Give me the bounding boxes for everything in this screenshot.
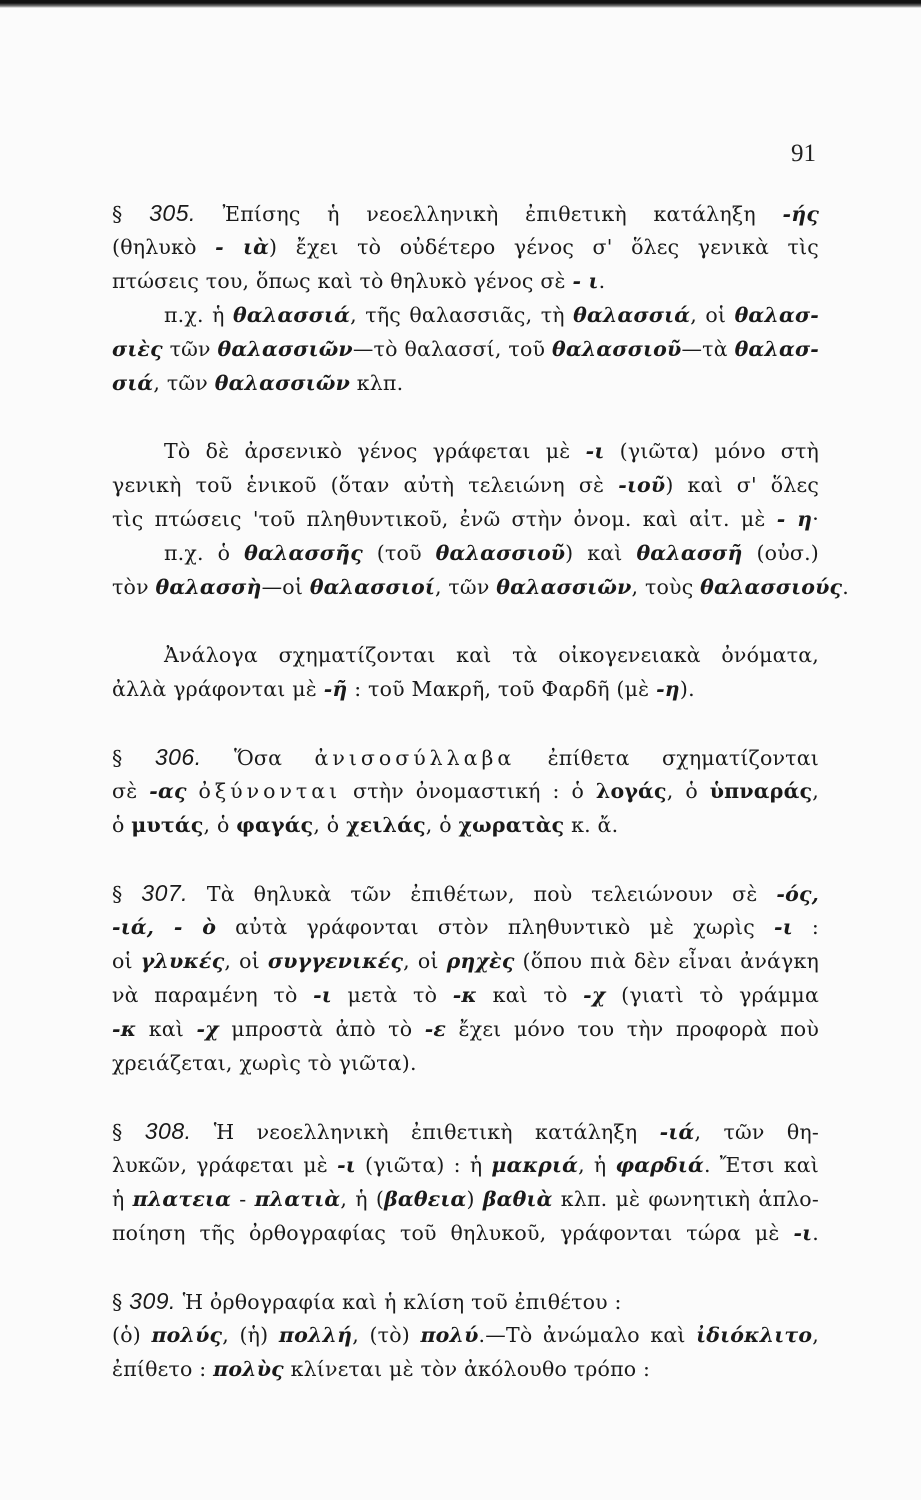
text-line: τὶς πτώσεις 'τοῦ πληθυντικοῦ, ἐνῶ στὴν ὀνομ. καὶ αἰτ. μὲ - η· bbox=[112, 507, 819, 531]
scan-top-edge bbox=[0, 0, 921, 8]
text-line: § 305. Ἐπίσης ἡ νεοελληνικὴ ἐπιθετικὴ κατάληξη -ής bbox=[112, 200, 819, 226]
text-line: Ἀνάλογα σχηματίζονται καὶ τὰ οἰκογενειακὰ ὀνόματα, bbox=[164, 643, 819, 667]
text-line: χρειάζεται, χωρὶς τὸ γιῶτα). bbox=[112, 1051, 417, 1075]
text-line: σὲ -ας ὀξύνονται στὴν ὀνομαστική : ὁ λογάς, ὁ ὑπναράς, bbox=[112, 779, 819, 803]
section-number: 307. bbox=[141, 880, 189, 906]
text-line: σιά, τῶν θαλασσιῶν κλπ. bbox=[112, 371, 404, 395]
text-line: ποίηση τῆς ὀρθογραφίας τοῦ θηλυκοῦ, γράφονται τώρα μὲ -ι. bbox=[112, 1221, 819, 1245]
text-line: οἱ γλυκές, οἱ συγγενικές, οἱ ρηχὲς (ὅπου πιὰ δὲν εἶναι ἀνάγκη bbox=[112, 949, 819, 973]
text-line: (ὁ) πολύς, (ἡ) πολλή, (τὸ) πολύ.—Τὸ ἀνώμαλο καὶ ἰδιόκλιτο, bbox=[112, 1323, 820, 1347]
text-line: ἐπίθετο : πολὺς κλίνεται μὲ τὸν ἀκόλουθο τρόπο : bbox=[112, 1357, 651, 1381]
text-line: § 309. Ἡ ὀρθογραφία καὶ ἡ κλίση τοῦ ἐπιθέτου : bbox=[112, 1288, 622, 1314]
section-number: 308. bbox=[144, 1118, 192, 1144]
text-line: τὸν θαλασσὴ—οἱ θαλασσιοί, τῶν θαλασσιῶν, τοὺς θαλασσιούς. bbox=[112, 575, 849, 599]
text-line: ἀλλὰ γράφονται μὲ -ῆ : τοῦ Μακρῆ, τοῦ Φαρδῆ (μὲ -η). bbox=[112, 677, 695, 701]
section-number: 309. bbox=[129, 1288, 176, 1314]
text-line: π.χ. ἡ θαλασσιά, τῆς θαλασσιᾶς, τὴ θαλασσιά, οἱ θαλασ- bbox=[164, 303, 819, 327]
text-line: -κ καὶ -χ μπροστὰ ἀπὸ τὸ -ε ἔχει μόνο του τὴν προφορὰ ποὺ bbox=[112, 1017, 819, 1041]
text-line: ἡ πλατεια - πλατιὰ, ἡ (βαθεια) βαθιὰ κλπ. μὲ φωνητικὴ ἁπλο- bbox=[112, 1187, 819, 1211]
text-line: π.χ. ὁ θαλασσῆς (τοῦ θαλασσιοῦ) καὶ θαλασσῆ (οὐσ.) bbox=[164, 541, 819, 565]
page-number: 91 bbox=[791, 140, 816, 167]
text-line: § 307. Τὰ θηλυκὰ τῶν ἐπιθέτων, ποὺ τελειώνουν σὲ -ός, bbox=[112, 880, 819, 906]
section-number: 306. bbox=[154, 744, 202, 770]
text-line: ὁ μυτάς, ὁ φαγάς, ὁ χειλάς, ὁ χωρατὰς κ. ἄ. bbox=[112, 813, 619, 837]
text-line: (θηλυκὸ - ιὰ) ἔχει τὸ οὐδέτερο γένος σ' ὅλες γενικὰ τὶς bbox=[112, 235, 819, 259]
text-line: σιὲς τῶν θαλασσιῶν—τὸ θαλασσί, τοῦ θαλασσιοῦ—τὰ θαλασ- bbox=[112, 337, 819, 361]
text-line: λυκῶν, γράφεται μὲ -ι (γιῶτα) : ἡ μακριά, ἡ φαρδιά. Ἔτσι καὶ bbox=[112, 1153, 819, 1177]
text-line: γενικὴ τοῦ ἑνικοῦ (ὅταν αὐτὴ τελειώνη σὲ -ιοῦ) καὶ σ' ὅλες bbox=[112, 473, 820, 497]
text-line: νὰ παραμένη τὸ -ι μετὰ τὸ -κ καὶ τὸ -χ (γιατὶ τὸ γράμμα bbox=[112, 983, 819, 1007]
section-number: 305. bbox=[149, 200, 196, 226]
text-line: § 306. Ὅσα ἀνισοσύλλαβα ἐπίθετα σχηματίζονται bbox=[112, 744, 819, 770]
text-line: πτώσεις του, ὅπως καὶ τὸ θηλυκὸ γένος σὲ - ι. bbox=[112, 269, 606, 293]
text-line: -ιά, - ὸ αὐτὰ γράφονται στὸν πληθυντικὸ μὲ χωρὶς -ι : bbox=[112, 915, 819, 939]
text-line: § 308. Ἡ νεοελληνικὴ ἐπιθετικὴ κατάληξη -ιά, τῶν θη- bbox=[112, 1118, 820, 1144]
text-line: Τὸ δὲ ἀρσενικὸ γένος γράφεται μὲ -ι (γιῶτα) μόνο στὴ bbox=[164, 439, 819, 463]
page-text bbox=[112, 196, 849, 1386]
